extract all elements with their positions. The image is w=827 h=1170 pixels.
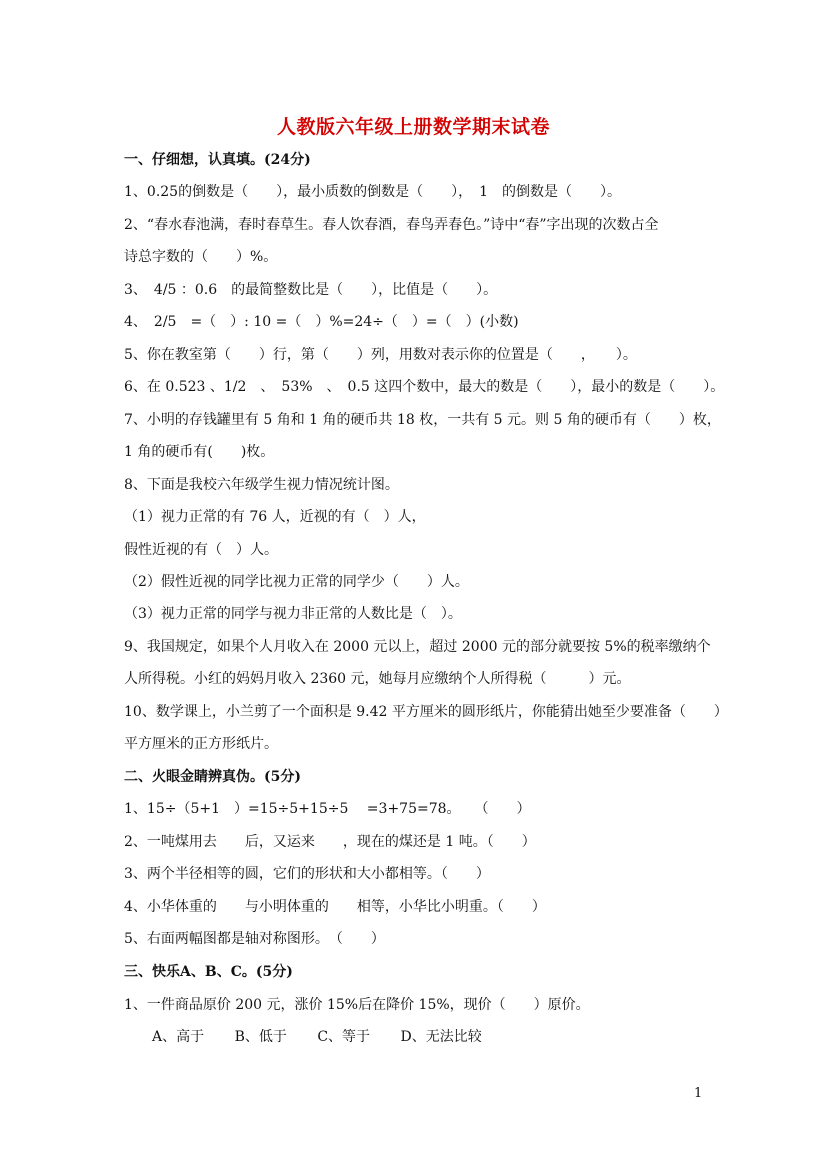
section-1-heading: 一、仔细想，认真填。(24分) <box>124 152 311 168</box>
question-1-10-line1: 10、数学课上，小兰剪了一个面积是 9.42 平方厘米的圆形纸片，你能猜出她至少要准备（ ） <box>124 704 728 720</box>
option-c: C、等于 <box>317 1029 371 1045</box>
question-2-1: 1、15÷（5+1 ）=15÷5+15÷5 =3+75=78。 （ ） <box>124 801 531 817</box>
option-d: D、无法比较 <box>400 1029 482 1045</box>
option-b: B、低于 <box>234 1029 287 1045</box>
section-2-heading: 二、火眼金睛辨真伪。(5分) <box>124 769 301 785</box>
question-1-7-line1: 7、小明的存钱罐里有 5 角和 1 角的硬币共 18 枚，一共有 5 元。则 5 角的硬币有（ ）枚， <box>124 412 721 428</box>
question-1-5: 5、你在教室第（ ）行，第（ ）列，用数对表示你的位置是（ ， ）。 <box>124 347 637 363</box>
question-1-10-line2: 平方厘米的正方形纸片。 <box>124 736 278 752</box>
question-2-2: 2、一吨煤用去 后，又运来 ，现在的煤还是 1 吨。（ ） <box>124 834 536 850</box>
question-1-2-line2: 诗总字数的（ ）%。 <box>124 249 278 265</box>
page-title: 人教版六年级上册数学期末试卷 <box>276 116 550 138</box>
question-1-2-line1: 2、“春水春池满，春时春草生。春人饮春酒，春鸟弄春色。”诗中“春”字出现的次数占全 <box>124 217 659 233</box>
question-1-1: 1、0.25的倒数是（ ），最小质数的倒数是（ ）， 1 的倒数是（ ）。 <box>124 184 621 200</box>
question-1-8-part3: （3）视力正常的同学与视力非正常的人数比是（ ）。 <box>124 606 462 622</box>
question-1-9-line2: 人所得税。小红的妈妈月收入 2360 元，她每月应缴纳个人所得税（ ）元。 <box>124 671 631 687</box>
question-2-3: 3、两个半径相等的圆，它们的形状和大小都相等。（ ） <box>124 866 490 882</box>
page-number: 1 <box>694 1086 703 1101</box>
question-1-3: 3、 4/5 ：0.6 的最简整数比是（ ），比值是（ ）。 <box>124 282 498 298</box>
question-3-1-options <box>152 1027 508 1047</box>
question-1-4: 4、 2/5 =（ ）: 10 =（ ）%=24÷（ ）=（ ）(小数) <box>124 314 519 330</box>
question-1-8-part1-line2: 假性近视的有（ ）人。 <box>124 542 278 558</box>
section-3-heading: 三、快乐A、B、C。(5分) <box>124 964 293 980</box>
question-1-8: 8、下面是我校六年级学生视力情况统计图。 <box>124 477 399 493</box>
question-1-7-line2: 1 角的硬币有( )枚。 <box>124 444 275 460</box>
question-2-5: 5、右面两幅图都是轴对称图形。 （ ） <box>124 931 385 947</box>
option-a: A、高于 <box>152 1029 205 1045</box>
question-1-6: 6、在 0.523 、1/2 、 53% 、 0.5 这四个数中，最大的数是（ ），最小的数是（ ）。 <box>124 379 725 395</box>
question-1-8-part2: （2）假性近视的同学比视力正常的同学少（ ）人。 <box>124 574 469 590</box>
question-2-4: 4、小华体重的 与小明体重的 相等，小华比小明重。（ ） <box>124 899 546 915</box>
question-1-9-line1: 9、我国规定，如果个人月收入在 2000 元以上，超过 2000 元的部分就要按 5%的税率缴纳个 <box>124 639 711 655</box>
question-3-1: 1、一件商品原价 200 元，涨价 15%后在降价 15%，现价（ ）原价。 <box>124 997 590 1013</box>
question-1-8-part1-line1: （1）视力正常的有 76 人，近视的有（ ）人， <box>124 509 426 525</box>
